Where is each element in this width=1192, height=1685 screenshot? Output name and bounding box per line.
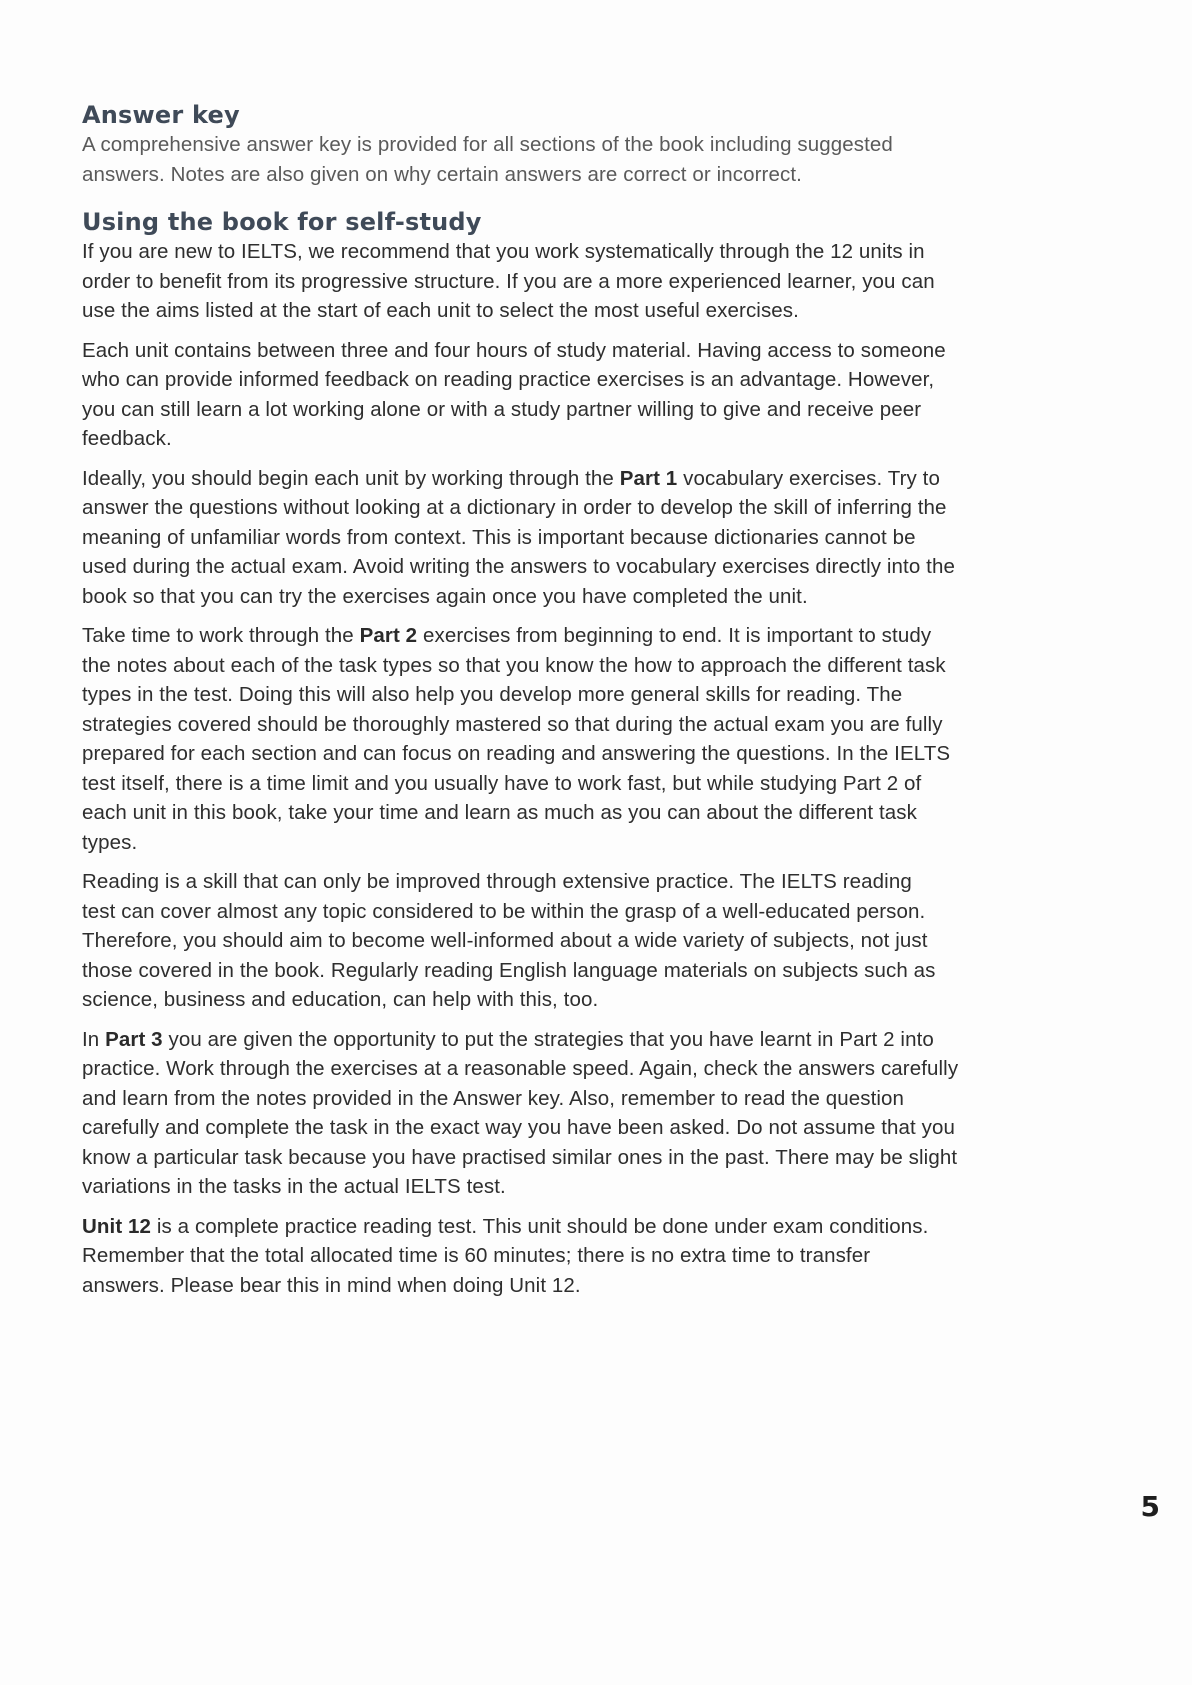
self-study-paragraph-6 (82, 1025, 1082, 1202)
text-run: is a complete practice reading test. This unit should be done under exam conditions. (151, 1214, 929, 1238)
text-line: types in the test. Doing this will also help you develop more general skills for reading. The (82, 683, 903, 706)
self-study-heading: Using the book for self-study (82, 208, 482, 236)
text-line: those covered in the book. Regularly reading English language materials on subjects such as (82, 958, 936, 982)
text-run: Take time to work through the (82, 624, 360, 647)
text-line: meaning of unfamiliar words from context. This is important because dictionaries cannot be (82, 525, 916, 549)
text-line: prepared for each section and can focus on reading and answering the questions. In the IELTS (82, 742, 951, 765)
part-3-label: Part 3 (105, 1027, 163, 1051)
text-line: practice. Work through the exercises at a reasonable speed. Again, check the answers carefully (82, 1057, 959, 1080)
page-number: 5 (1140, 1490, 1160, 1523)
text-line (82, 1212, 1082, 1242)
text-line: who can provide informed feedback on reading practice exercises is an advantage. However, (82, 368, 935, 391)
text-line: Each unit contains between three and four hours of study material. Having access to someone (82, 338, 946, 362)
unit-12-label: Unit 12 (82, 1214, 152, 1238)
self-study-paragraph-1 (82, 237, 1082, 326)
text-line: Reading is a skill that can only be improved through extensive practice. The IELTS reading (82, 870, 912, 893)
text-line (82, 1025, 1082, 1055)
text-line: variations in the tasks in the actual IELTS test. (82, 1175, 506, 1198)
text-line: each unit in this book, take your time and learn as much as you can about the different task (82, 801, 918, 824)
answer-key-section (82, 100, 1082, 189)
text-line: If you are new to IELTS, we recommend that you work systematically through the 12 units in (82, 240, 925, 263)
text-line: answers. Please bear this in mind when doing Unit 12. (82, 1273, 581, 1297)
text-line (82, 621, 1082, 651)
text-line: you can still learn a lot working alone or with a study partner willing to give and receive peer (82, 397, 922, 421)
text-line: test can cover almost any topic considered to be within the grasp of a well-educated person. (82, 899, 926, 923)
text-line: book so that you can try the exercises again once you have completed the unit. (82, 584, 808, 608)
text-line: test itself, there is a time limit and you usually have to work fast, but while studying Part 2 of (82, 771, 922, 795)
answer-key-paragraph (82, 130, 1082, 189)
text-line: used during the actual exam. Avoid writing the answers to vocabulary exercises directly into the (82, 555, 955, 578)
text-line: order to benefit from its progressive structure. If you are a more experienced learner, you can (82, 269, 935, 293)
text-line: carefully and complete the task in the exact way you have been asked. Do not assume that you (82, 1116, 955, 1139)
text-line (82, 464, 1082, 494)
part-2-label: Part 2 (359, 624, 418, 647)
page-content (82, 100, 1082, 1318)
text-run: vocabulary exercises. Try to (677, 466, 940, 490)
text-line: science, business and education, can help with this, too. (82, 988, 599, 1011)
text-line: answers. Notes are also given on why certain answers are correct or incorrect. (82, 162, 802, 186)
text-line: and learn from the notes provided in the Answer key. Also, remember to read the question (82, 1086, 905, 1110)
text-line: A comprehensive answer key is provided for all sections of the book including suggested (82, 133, 893, 156)
text-line: Remember that the total allocated time is 60 minutes; there is no extra time to transfer (82, 1244, 871, 1267)
self-study-paragraph-3 (82, 464, 1082, 612)
text-line: the notes about each of the task types so that you know the how to approach the different task (82, 653, 946, 677)
text-run: Ideally, you should begin each unit by working through the (82, 466, 620, 490)
text-line: feedback. (82, 427, 172, 450)
text-run: In (82, 1027, 106, 1051)
text-line: use the aims listed at the start of each unit to select the most useful exercises. (82, 299, 799, 322)
self-study-paragraph-2 (82, 336, 1082, 454)
part-1-label: Part 1 (619, 466, 678, 490)
text-line: Therefore, you should aim to become well-informed about a wide variety of subjects, not just (82, 929, 928, 952)
text-run: you are given the opportunity to put the strategies that you have learnt in Part 2 into (162, 1027, 934, 1051)
self-study-paragraph-5 (82, 867, 1082, 1015)
self-study-paragraph-7 (82, 1212, 1082, 1301)
self-study-paragraph-4 (82, 621, 1082, 857)
answer-key-heading: Answer key (82, 101, 240, 129)
text-line: strategies covered should be thoroughly mastered so that during the actual exam you are fully (82, 712, 943, 736)
text-line: know a particular task because you have practised similar ones in the past. There may be slight (82, 1145, 958, 1169)
self-study-section (82, 207, 1082, 1300)
text-line: types. (82, 830, 138, 854)
text-run: exercises from beginning to end. It is important to study (417, 624, 932, 647)
text-line: answer the questions without looking at a dictionary in order to develop the skill of inferring the (82, 496, 947, 519)
